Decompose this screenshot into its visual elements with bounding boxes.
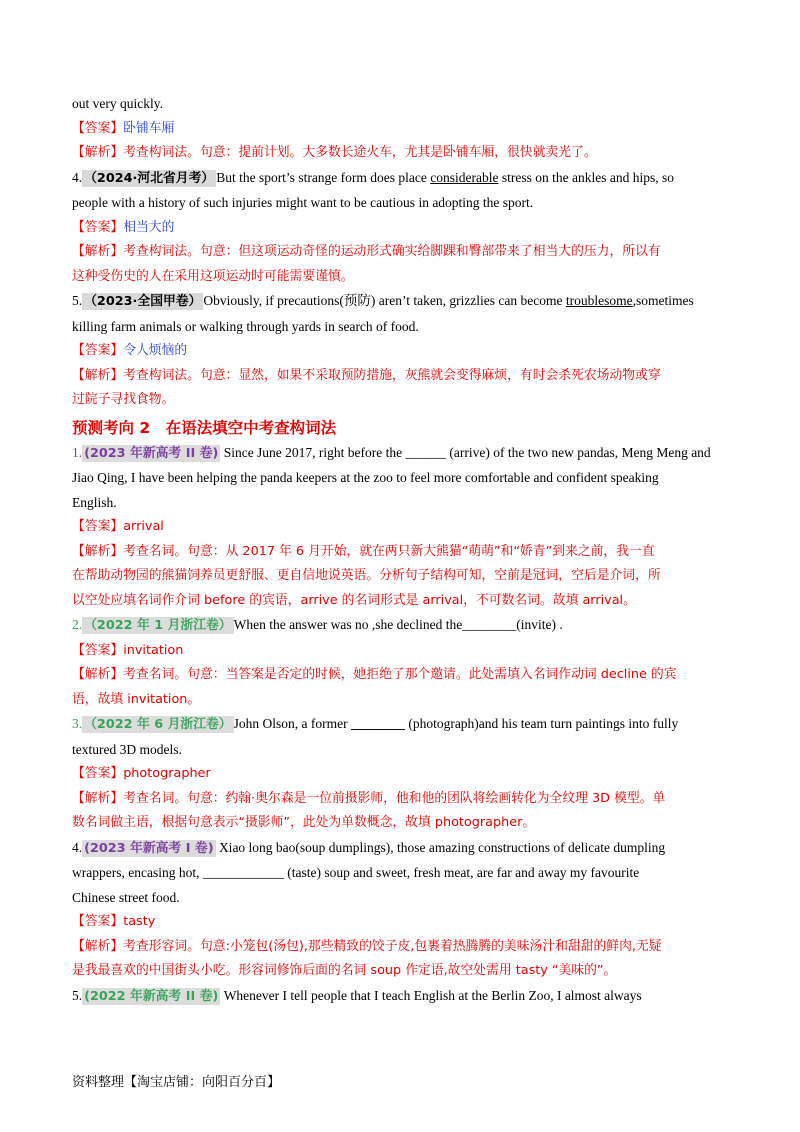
question-line [72, 289, 728, 315]
answer-text: invitation [123, 642, 184, 658]
question-text: Obviously, if precautions(预防) aren’t taken, grizzlies can become [203, 293, 566, 308]
source-tag: （2024·河北省月考） [84, 170, 215, 186]
analysis-line: 过院子寻找食物。 [72, 392, 175, 407]
analysis-line: 是我最喜欢的中国街头小吃。形容词修饰后面的名词 soup 作定语,故空处需用 tasty “美味的”。 [72, 963, 617, 978]
analysis-line: 以空处应填名词作介词 before 的宾语，arrive 的名词形式是 arrival，不可数名词。故填 arrival。 [72, 592, 636, 608]
underlined-word: considerable [430, 169, 499, 185]
analysis-text: 考查构词法。句意：显然，如果不采取预防措施，灰熊就会变得麻烦，有时会杀死农场动物或穿 [123, 367, 661, 383]
answer-text: arrival [123, 519, 164, 534]
question-line [72, 613, 728, 639]
analysis-line: 这种受伤史的人在采用这项运动时可能需要谨慎。 [72, 268, 354, 284]
source-tag: (2023 年新高考 II 卷) [84, 445, 219, 461]
question-number: 4. [72, 169, 83, 185]
answer-text: tasty [123, 914, 156, 929]
question-text: (photograph)and his team turn paintings into fully [404, 716, 679, 731]
question-text: stress on the ankles and hips, so [498, 169, 674, 185]
analysis-line [72, 364, 728, 389]
analysis-tag: 【解析】 [72, 938, 124, 954]
answer-line [72, 216, 728, 241]
analysis-text: 考查形容词。句意:小笼包(汤包),那些精致的饺子皮,包裹着热腾腾的美味汤汁和甜甜的鲜肉,无疑 [123, 938, 662, 954]
question-text: ,sometimes [632, 293, 694, 308]
question-line: Jiao Qing, I have been helping the panda keepers at the zoo to feel more comfortable and confident speaking [72, 470, 659, 485]
question-line [72, 984, 728, 1010]
analysis-tag: 【解析】 [72, 543, 124, 559]
answer-tag: 【答案】 [72, 519, 124, 534]
section-heading: 预测考向 2 在语法填空中考查构词法 [72, 418, 337, 437]
question-line: people with a history of such injuries might want to be cautious in adopting the sport. [72, 195, 534, 210]
answer-text: 卧铺车厢 [123, 120, 175, 136]
source-tag: （2022 年 1 月浙江卷） [84, 618, 232, 633]
analysis-line: 在帮助动物园的熊猫饲养员更舒服、更自信地说英语。分析句子结构可知，空前是冠词，空后是介词，所 [72, 568, 661, 583]
answer-tag: 【答案】 [72, 219, 124, 235]
question-line [72, 441, 728, 467]
question-number: 3. [72, 716, 83, 731]
question-text: Whenever I tell people that I teach English at the Berlin Zoo, I almost always [220, 987, 642, 1003]
analysis-text: 考查构词法。句意：但这项运动奇怪的运动形式确实给脚踝和臀部带来了相当大的压力，所以有 [123, 244, 661, 259]
answer-line [72, 639, 728, 664]
analysis-line [72, 787, 728, 812]
answer-tag: 【答案】 [72, 766, 124, 781]
question-number: 1. [72, 444, 83, 460]
underlined-word: troublesome [565, 293, 633, 308]
page-footer: 资料整理【淘宝店铺：向阳百分百】 [72, 1075, 281, 1090]
question-text: John Olson, a former [233, 716, 351, 731]
analysis-tag: 【解析】 [72, 367, 124, 383]
question-line: Chinese street food. [72, 889, 180, 905]
question-line [72, 836, 728, 862]
answer-tag: 【答案】 [72, 642, 124, 658]
answer-line [72, 515, 728, 540]
analysis-line [72, 540, 728, 565]
question-number: 5. [72, 293, 83, 308]
analysis-line: 数名词做主语，根据句意表示“摄影师”，此处为单数概念，故填 photographer。 [72, 815, 536, 830]
answer-line [72, 117, 728, 142]
question-line: killing farm animals or walking through yards in search of food. [72, 318, 419, 334]
question-text: But the sport’s strange form does place [216, 169, 431, 185]
analysis-text: 考查构词法。句意：提前计划。大多数长途火车，尤其是卧铺车厢，很快就卖光了。 [123, 145, 597, 160]
analysis-tag: 【解析】 [72, 790, 124, 806]
analysis-tag: 【解析】 [72, 667, 124, 682]
source-tag: （2022 年 6 月浙江卷） [84, 717, 232, 732]
analysis-text: 考查名词。句意：约翰·奥尔森是一位前摄影师，他和他的团队将绘画转化为全纹理 3D 模型。单 [123, 790, 666, 806]
question-line [72, 166, 728, 192]
document-body [72, 92, 728, 1009]
source-tag: (2022 年新高考 II 卷) [84, 988, 219, 1004]
analysis-text: 考查名词。句意：从 2017 年 6 月开始，就在两只新大熊猫“萌萌”和“娇青”到来之前，我一直 [123, 543, 655, 559]
analysis-line [72, 141, 728, 166]
answer-line [72, 910, 728, 935]
analysis-line: 语，故填 invitation。 [72, 691, 201, 707]
answer-text: 相当大的 [123, 219, 175, 235]
question-text: Since June 2017, right before the ______ (arrive) of the two new pandas, Meng Meng and [220, 444, 711, 460]
answer-line [72, 762, 728, 787]
answer-tag: 【答案】 [72, 343, 124, 358]
analysis-text: 考查名词。句意：当答案是否定的时候，她拒绝了那个邀请。此处需填入名词作动词 decline 的宾 [123, 667, 677, 682]
source-tag: (2023 年新高考 I 卷) [84, 840, 214, 856]
source-tag: （2023·全国甲卷） [84, 294, 202, 309]
question-line: wrappers, encasing hot, ____________ (taste) soup and sweet, fresh meat, are far and away my favourite [72, 865, 640, 880]
question-text: Xiao long bao(soup dumplings), those amazing constructions of delicate dumpling [215, 839, 666, 855]
analysis-line [72, 240, 728, 265]
question-line: textured 3D models. [72, 741, 182, 757]
question-number: 2. [72, 617, 83, 632]
answer-text: 令人烦恼的 [123, 343, 188, 358]
text-line: out very quickly. [72, 96, 163, 111]
question-line [72, 712, 728, 738]
analysis-tag: 【解析】 [72, 244, 124, 259]
blank: ________ [350, 716, 405, 731]
answer-tag: 【答案】 [72, 914, 124, 929]
analysis-line [72, 935, 728, 960]
question-text: When the answer was no ,she declined the________(invite) . [233, 617, 563, 632]
question-number: 4. [72, 839, 83, 855]
answer-line [72, 339, 728, 364]
analysis-tag: 【解析】 [72, 145, 124, 160]
question-number: 5. [72, 987, 83, 1003]
answer-text: photographer [123, 766, 211, 781]
analysis-line [72, 663, 728, 688]
question-line: English. [72, 494, 117, 510]
answer-tag: 【答案】 [72, 120, 124, 136]
